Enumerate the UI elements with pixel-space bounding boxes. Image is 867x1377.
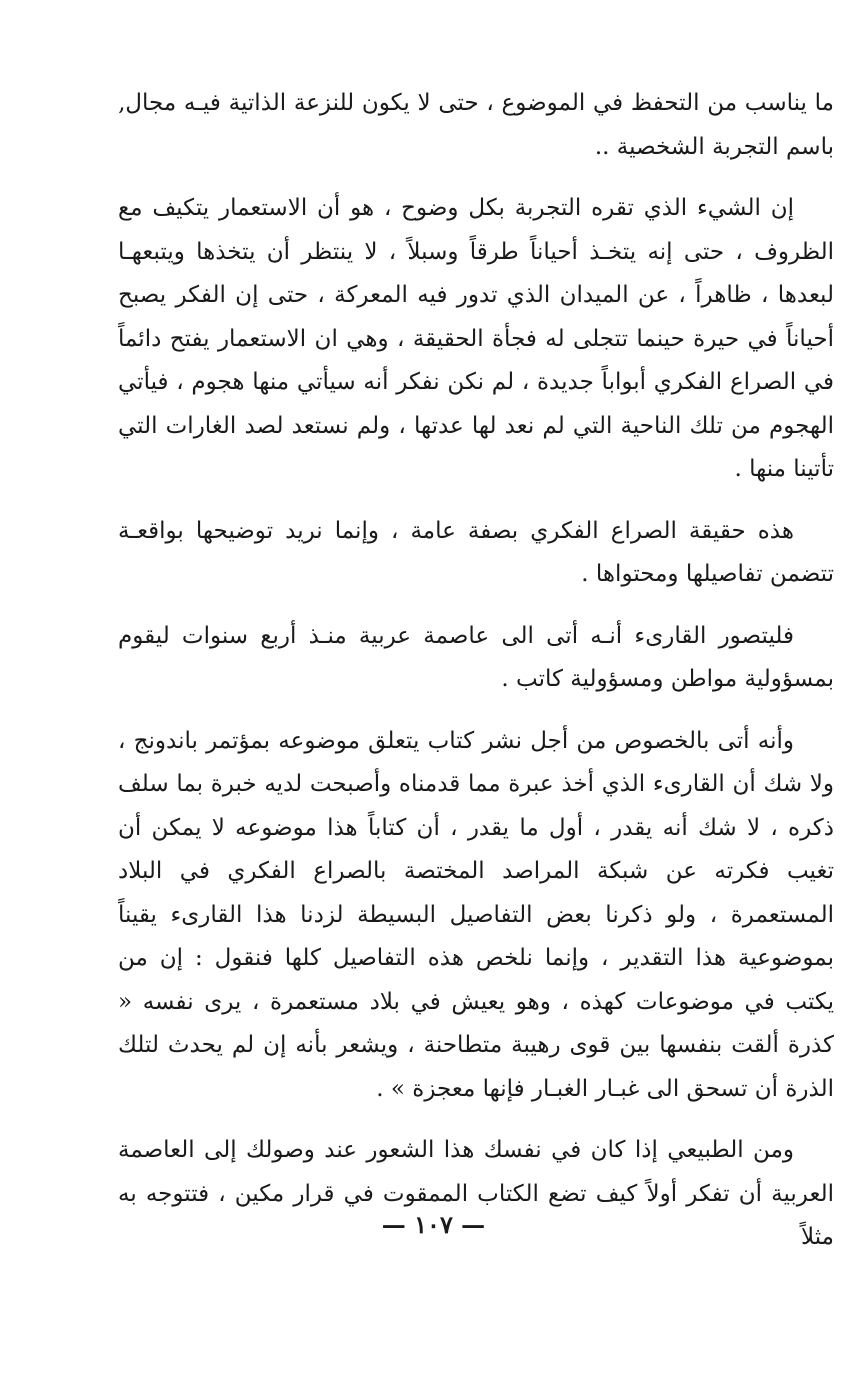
paragraph-1: ما يناسب من التحفظ في الموضوع ، حتى لا يكون للنزعة الذاتية فيـه مجال‚ باسم التجربة الشخصية .. xyxy=(118,90,834,160)
paragraph-4: فليتصور القارىء أنـه أتى الى عاصمة عربية منـذ أربع سنوات ليقوم بمسؤولية مواطن ومسؤولية كاتب . xyxy=(118,622,834,692)
page-number: — ١٠٧ — xyxy=(381,1210,486,1239)
paragraph-3: هذه حقيقة الصراع الفكري بصفة عامة ، وإنما نريد توضيحها بواقعـة تتضمن تفاصيلها ومحتواها . xyxy=(118,517,834,587)
body-text xyxy=(118,82,834,1260)
paragraph-5: وأنه أتى بالخصوص من أجل نشر كتاب يتعلق موضوعه بمؤتمر باندونج ، ولا شك أن القارىء الذي أخذ عبرة مما قدمناه وأصبحت لديه خبرة بما سلف ذكره ، لا شك أنه يقدر ، أول ما يقدر ، أن كتاباً هذا موضوعه لا يمكن أن تغيب فكرته عن شبكة المراصد المختصة بالصراع الفكري في البلاد المستعمرة ، ولو ذكرنا بعض التفاصيل البسيطة لزدنا هذا القارىء يقيناً بموضوعية هذا التقدير ، وإنما نلخص هذه التفاصيل كلها فنقول : إن من يكتب في موضوعات كهذه ، وهو يعيش في بلاد مستعمرة ، يرى نفسه « كذرة ألقت بنفسها بين قوى رهيبة متطاحنة ، ويشعر بأنه إن لم يحدث لتلك الذرة أن تسحق الى غبـار الغبـار فإنها معجزة » . xyxy=(118,727,834,1102)
paragraph-2: إن الشيء الذي تقره التجربة بكل وضوح ، هو أن الاستعمار يتكيف مع الظروف ، حتى إنه يتخـذ أحياناً طرقاً وسبلاً ، لا ينتظر أن يتخذها ويتبعهـا لبعدها ، ظاهراً ، عن الميدان الذي تدور فيه المعركة ، حتى إن الفكر يصبح أحياناً في حيرة حينما تتجلى له فجأة الحقيقة ، وهي ان الاستعمار يفتح دائماً في الصراع الفكري أبواباً جديدة ، لم نكن نفكر أنه سيأتي منها هجوم ، فيأتي الهجوم من تلك الناحية التي لم نعد لها عدتها ، ولم نستعد لصد الغارات التي تأتينا منها . xyxy=(118,195,834,482)
paragraph-6: ومن الطبيعي إذا كان في نفسك هذا الشعور عند وصولك إلى العاصمة العربية أن تفكر أولاً كيف تضع الكتاب الممقوت في قرار مكين ، فتتوجه به مثلاً xyxy=(118,1137,834,1250)
